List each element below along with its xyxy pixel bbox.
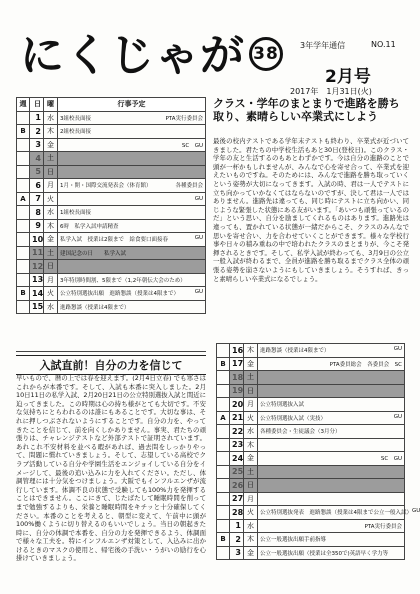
- dow-cell: 金: [44, 233, 58, 247]
- schedule-body-bottom: [217, 344, 420, 560]
- week-cell: [17, 273, 30, 287]
- event-left-text: 進路懇談（授業は4限まで）: [60, 304, 130, 311]
- event-cell: [258, 506, 420, 520]
- event-right-text: GU: [194, 235, 203, 242]
- event-text-row: [60, 276, 203, 284]
- dow-cell: 火: [244, 506, 258, 520]
- schedule-row: [217, 371, 405, 385]
- schedule-row: [17, 206, 206, 220]
- dow-cell: 日: [44, 260, 58, 274]
- week-cell: [17, 138, 30, 152]
- dow-cell: 火: [244, 411, 258, 425]
- event-cell: [258, 438, 405, 452]
- event-cell: [58, 273, 206, 287]
- date-cell: 3: [30, 138, 44, 152]
- schedule-row: [217, 344, 405, 358]
- event-cell: [258, 492, 405, 506]
- week-cell: [217, 546, 230, 560]
- event-cell: [258, 411, 405, 425]
- event-cell: [58, 233, 206, 247]
- event-text-row: [260, 427, 402, 435]
- week-cell: [217, 465, 230, 479]
- header-dow: 曜: [44, 98, 58, 112]
- schedule-row: [17, 300, 206, 314]
- date-cell: 20: [230, 398, 244, 412]
- schedule-row: [217, 357, 405, 371]
- week-cell: B: [217, 357, 230, 371]
- event-cell: [258, 344, 405, 358]
- schedule-row: [17, 246, 206, 260]
- schedule-row: [17, 138, 206, 152]
- date-cell: 6: [30, 179, 44, 193]
- event-cell: [58, 125, 206, 139]
- event-right-text: PTA実行委員会: [364, 523, 402, 530]
- schedule-table-bottom: [216, 343, 420, 560]
- section-divider: [16, 351, 206, 352]
- dow-cell: 金: [244, 452, 258, 466]
- event-text-row: [260, 400, 402, 408]
- date-cell: 3: [230, 546, 244, 560]
- week-cell: A: [17, 192, 30, 206]
- dow-cell: 金: [244, 357, 258, 371]
- event-cell: [58, 152, 206, 166]
- week-cell: [217, 438, 230, 452]
- event-cell: [258, 384, 405, 398]
- date-cell: 2: [230, 533, 244, 547]
- date-cell: 17: [230, 357, 244, 371]
- schedule-row: [17, 273, 206, 287]
- event-text-row: [60, 114, 203, 122]
- title-text: にくじゃが: [20, 30, 245, 81]
- schedule-row: [217, 533, 405, 547]
- date-cell: 11: [30, 246, 44, 260]
- dow-cell: 木: [44, 219, 58, 233]
- date-cell: 14: [30, 287, 44, 301]
- event-left-text: 各種委員会・生徒議会（3月分）: [260, 429, 341, 436]
- event-cell: [58, 192, 206, 206]
- event-left-text: 公立特別選抜出願 進路懇談（授業は4限まで）: [60, 291, 180, 298]
- event-cell: [258, 452, 405, 466]
- week-cell: [217, 519, 230, 533]
- dow-cell: 土: [244, 371, 258, 385]
- date-cell: 7: [30, 192, 44, 206]
- dow-cell: 水: [244, 519, 258, 533]
- schedule-row: [217, 465, 405, 479]
- event-cell: [58, 300, 206, 314]
- week-cell: [17, 152, 30, 166]
- dow-cell: 月: [244, 398, 258, 412]
- dow-cell: 木: [244, 533, 258, 547]
- week-cell: [17, 219, 30, 233]
- schedule-row: [217, 506, 405, 520]
- event-text-row: [60, 141, 203, 149]
- schedule-row: [217, 546, 405, 560]
- event-cell: [258, 357, 405, 371]
- schedule-row: [217, 519, 405, 533]
- event-right-text: SC GU: [380, 456, 402, 463]
- schedule-row: [217, 425, 405, 439]
- dow-cell: 木: [44, 125, 58, 139]
- dow-cell: 月: [244, 492, 258, 506]
- header-week: 週: [17, 98, 30, 112]
- event-right-text: PTA実行委員会: [165, 115, 203, 122]
- event-right-text: SC GU: [181, 142, 203, 149]
- event-cell: [258, 519, 405, 533]
- date-cell: 27: [230, 492, 244, 506]
- event-text-row: [60, 249, 203, 257]
- event-text-row: [260, 346, 402, 354]
- event-right-text: GU: [194, 195, 203, 202]
- schedule-row: [17, 152, 206, 166]
- event-text-row: [260, 454, 402, 462]
- dow-cell: 金: [44, 138, 58, 152]
- event-right-text: GU: [194, 289, 203, 296]
- schedule-row: [217, 492, 405, 506]
- event-right-text: GU: [412, 508, 420, 515]
- dow-cell: 火: [44, 287, 58, 301]
- event-cell: [58, 219, 206, 233]
- event-left-text: 公立一般選抜出願手前指導: [260, 537, 327, 544]
- dow-cell: 火: [44, 192, 58, 206]
- schedule-row: [17, 111, 206, 125]
- dow-cell: 水: [244, 425, 258, 439]
- date-cell: 22: [230, 425, 244, 439]
- dow-cell: 土: [44, 152, 58, 166]
- event-cell: [58, 179, 206, 193]
- dow-cell: 木: [244, 344, 258, 358]
- dow-cell: 日: [44, 165, 58, 179]
- week-cell: B: [217, 533, 230, 547]
- week-cell: [17, 260, 30, 274]
- event-cell: [258, 465, 405, 479]
- schedule-row: [217, 438, 405, 452]
- schedule-row: [17, 165, 206, 179]
- event-text-row: [260, 508, 420, 517]
- event-left-text: 3組校長面接: [60, 115, 91, 122]
- date-cell: 24: [230, 452, 244, 466]
- event-text-row: [260, 360, 402, 368]
- event-cell: [258, 371, 405, 385]
- dow-cell: 金: [244, 546, 258, 560]
- week-cell: [17, 165, 30, 179]
- event-text-row: [60, 127, 203, 135]
- date-cell: 12: [30, 260, 44, 274]
- event-cell: [58, 165, 206, 179]
- event-right-text: PTA委員総会 各委員会 SC: [329, 361, 402, 368]
- schedule-row: [17, 192, 206, 206]
- event-left-text: 私学入試 授業は2限まで 給食要口面接春: [60, 237, 169, 244]
- event-cell: [258, 546, 405, 560]
- date-cell: 2: [30, 125, 44, 139]
- schedule-header-row: [17, 98, 206, 112]
- event-text-row: [260, 522, 402, 530]
- issue-number-badge: 38: [249, 37, 283, 71]
- date-cell: 8: [30, 206, 44, 220]
- event-cell: [58, 287, 206, 301]
- date-cell: 9: [30, 219, 44, 233]
- event-text-row: [260, 414, 402, 422]
- article1-body: 最後の校内テストである学年末テストも終わり、卒業式が近づいてきました。君たちの中学校生活もあと30日(登校日)。このクラス・学年の友と生活するのもあとわずかです。今は自分の進路のことで頭が一杯かもしれませんが、みんなで心を寄せ合って、卒業式を迎えたいものですね。そのためには、みんなで進路を勝ち取っていくという姿勢が大切になってきます。入試の時、君は一人でテストに立ち向かっていかなくてはならないのですが、決して君は一人ではありません。進路先は違っても、同じ時にテストに立ち向かい、同じような緊張した状態にある友がいます。「あいつも頑張っているのだ」という思い、自分を励ましてくれるものはあります。進路先は違っても、置かれている状態が一緒だからこそ、クラスのみんなで思いを寄せ合い、力を合わせていくことができます。様々な学校行事や日々の積み重ねの中で培われたクラスのまとまりが、今こそ発揮されるときです。そして、私学入試が終わっても、3月9日の公立一般入試が終わるまで、全員が進路を勝ち取るまでクラス全体の頑張る姿勢を崩さないようにもしていきましょう。そうすれば、きっと素晴らしい卒業式になるでしょう。: [213, 137, 409, 283]
- event-text-row: [260, 549, 402, 557]
- event-left-text: 1組校長面接: [60, 210, 91, 217]
- week-cell: [17, 179, 30, 193]
- date-cell: 18: [230, 371, 244, 385]
- week-cell: [17, 300, 30, 314]
- schedule-row: [17, 287, 206, 301]
- event-cell: [58, 111, 206, 125]
- publication-number: NO.11: [371, 40, 396, 49]
- event-right-text: GU: [393, 413, 402, 420]
- schedule-table-top: [16, 97, 206, 314]
- dow-cell: 日: [244, 479, 258, 493]
- date-cell: 28: [230, 506, 244, 520]
- date-cell: 5: [30, 165, 44, 179]
- week-cell: [217, 479, 230, 493]
- article2-body: 早いもので、暦の上では春を迎えます。(2月4日立春) でも寒さはこれからが本番です。そして、入試も本番に突入しました。2月10日11日の私学入試、2月20日21日の公立特別選抜入試と間近に迫ってきました。この時期は心の持ち様がとても大切です。不安な気持ちにとらわれるのは誰にもあることです。大切な事は、それに押しつぶされないようにすることです。自分の力を、やってきたことを信じて、前を向くしかありません。事実、君たちの頑張りは、チャレンジテストなど外部テストで証明されています。あれこれ不安材料を並べる暇があれば、過去問をしっかりやって、問題に慣れていきましょう。そして、志望している高校でクラブ活動している自分や学園生活をエンジョイしている自分をイメージして、最後の追い込みに力を入れてください。ただし、体調管理には十分気をつけましょう。大阪でもインフルエンザが流行しています。体調不良の状態で受験しても100%力を発揮することはできません。ここにきて、じたばたして睡眠時間を削ってまで勉強するよりも、栄養と睡眠時間をキチッと十分確保してください。本番のことを考えると、朝型に変えて、午前中に頭が100%働くように切り替えるのもいいでしょう。当日の朝起きた時に、自分の体調で本番を、自分の力を発揮できるよう、体調面で様々な工夫を。特にインフルエンザ対策として、入込みに出かけるときのマスクの使用と、帰宅後の手洗い・うがいの励行を心掛けていきましょう。: [16, 374, 206, 563]
- dow-cell: 水: [44, 206, 58, 220]
- event-text-row: [60, 196, 203, 202]
- event-cell: [258, 425, 405, 439]
- event-cell: [258, 533, 405, 547]
- week-cell: [217, 506, 230, 520]
- schedule-row: [217, 479, 405, 493]
- week-cell: [217, 371, 230, 385]
- week-cell: [217, 398, 230, 412]
- dow-cell: 水: [44, 111, 58, 125]
- schedule-row: [217, 398, 405, 412]
- week-cell: [217, 384, 230, 398]
- event-text-row: [60, 181, 203, 189]
- dow-cell: 月: [44, 273, 58, 287]
- event-left-text: 公立特別選抜発表 進路懇談（授業は4限まで公立一般入試）: [260, 510, 413, 517]
- date-cell: 25: [230, 465, 244, 479]
- schedule-row: [217, 384, 405, 398]
- event-left-text: 建国記念の日 私学入試: [60, 250, 127, 257]
- dow-cell: 土: [244, 465, 258, 479]
- week-cell: [217, 452, 230, 466]
- event-left-text: 1月・開・国際交流発表会（体育館）: [60, 183, 152, 190]
- dow-cell: 木: [244, 438, 258, 452]
- dow-cell: 土: [44, 246, 58, 260]
- event-left-text: 公立一般選抜出願（授業は全350で)英語早く学力等: [260, 550, 389, 557]
- event-text-row: [260, 535, 402, 543]
- date-cell: 21: [230, 411, 244, 425]
- dow-cell: 水: [44, 300, 58, 314]
- event-right-text: 各種委員会: [175, 183, 203, 190]
- event-cell: [58, 246, 206, 260]
- schedule-row: [17, 260, 206, 274]
- date-cell: 1: [230, 519, 244, 533]
- event-right-text: GU: [393, 346, 402, 353]
- event-cell: [58, 138, 206, 152]
- event-text-row: [60, 208, 203, 216]
- schedule-body-top: [17, 111, 206, 314]
- week-cell: [17, 233, 30, 247]
- dow-cell: 日: [244, 384, 258, 398]
- event-left-text: 公立特別選抜入試（実技）: [260, 415, 327, 422]
- event-cell: [58, 260, 206, 274]
- event-cell: [258, 479, 405, 493]
- week-cell: [17, 246, 30, 260]
- event-left-text: 公立特別選抜入試: [260, 402, 305, 409]
- week-cell: B: [17, 287, 30, 301]
- newsletter-title: [20, 32, 283, 80]
- schedule-row: [17, 233, 206, 247]
- event-left-text: 6時 私学入試申請精査: [60, 223, 119, 230]
- date-cell: 10: [30, 233, 44, 247]
- schedule-row: [217, 411, 405, 425]
- date-cell: 4: [30, 152, 44, 166]
- issue-date: 2017年 1月31日(火): [290, 87, 372, 96]
- event-left-text: 3年特別時間割、5限まで（1,2年朝伝大会のため）: [60, 277, 186, 284]
- event-cell: [258, 398, 405, 412]
- schedule-row: [17, 179, 206, 193]
- header-events: 行事予定: [58, 98, 206, 112]
- dow-cell: 月: [44, 179, 58, 193]
- date-cell: 13: [30, 273, 44, 287]
- date-cell: 15: [30, 300, 44, 314]
- week-cell: [17, 111, 30, 125]
- week-cell: [217, 425, 230, 439]
- week-cell: [217, 344, 230, 358]
- event-text-row: [60, 222, 203, 230]
- schedule-row: [17, 219, 206, 233]
- article2-headline: 入試直前！自分の力を信じて: [16, 355, 206, 375]
- event-text-row: [60, 235, 203, 243]
- publication-name: 3年学年通信: [300, 41, 346, 50]
- schedule-row: [217, 452, 405, 466]
- event-left-text: 進路懇談（授業は4限まで）: [260, 348, 330, 355]
- week-cell: A: [217, 411, 230, 425]
- event-text-row: [60, 289, 203, 297]
- article1-headline: クラス・学年のまとまりで進路を勝ち取り、素晴らしい卒業式にしよう: [213, 97, 400, 123]
- date-cell: 16: [230, 344, 244, 358]
- date-cell: 23: [230, 438, 244, 452]
- schedule-row: [17, 125, 206, 139]
- header-date: 日: [30, 98, 44, 112]
- week-cell: [217, 492, 230, 506]
- event-text-row: [60, 303, 203, 311]
- week-cell: B: [17, 125, 30, 139]
- event-cell: [58, 206, 206, 220]
- date-cell: 1: [30, 111, 44, 125]
- issue-month: 2月号: [325, 67, 371, 87]
- week-cell: [17, 206, 30, 220]
- event-left-text: 2組校長面接: [60, 129, 91, 136]
- date-cell: 26: [230, 479, 244, 493]
- date-cell: 19: [230, 384, 244, 398]
